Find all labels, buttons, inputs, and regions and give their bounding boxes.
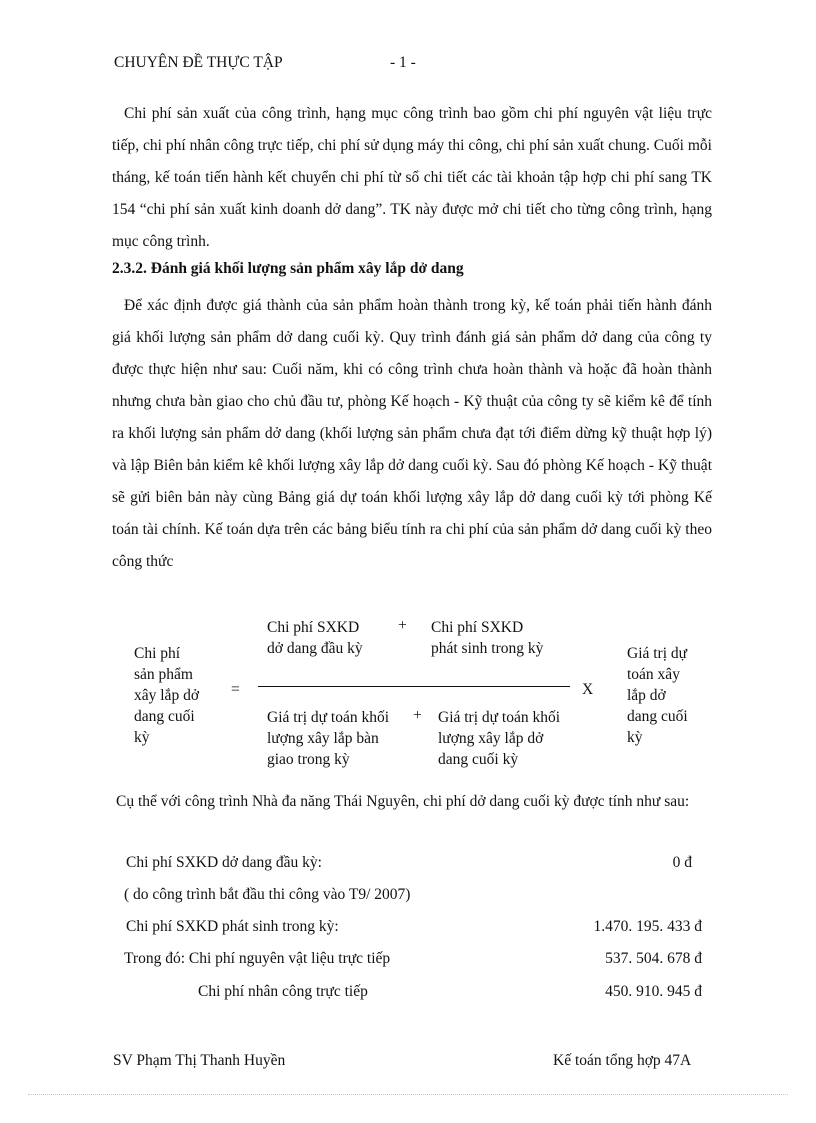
cost-row-value: 537. 504. 678 đ bbox=[605, 950, 702, 967]
denominator-wip-value: Giá trị dự toán khối lượng xây lắp dở dang cuối kỳ bbox=[438, 709, 561, 768]
equals-sign: = bbox=[231, 681, 240, 698]
cost-row-value: 1.470. 195. 433 đ bbox=[593, 918, 702, 935]
cost-row-label: Chi phí SXKD phát sinh trong kỳ: bbox=[126, 918, 339, 935]
paragraph-text: Chi phí sản xuất của công trình, hạng mục công trình bao gồm chi phí nguyên vật liệu trực tiếp, chi phí nhân công trực tiếp, chi phí sử dụng máy thi công, chi phí sản xuất chung. Cuối mỗi tháng, kế toán tiến hành kết chuyển chi phí từ sổ chi tiết các tài khoản tập hợp chi phí sang TK 154 “chi phí sản xuất kinh doanh dở dang”. TK này được mở chi tiết cho từng công trình, hạng mục công trình. bbox=[112, 105, 712, 250]
document-header-title: CHUYÊN ĐỀ THỰC TẬP bbox=[114, 54, 283, 71]
paragraph-production-costs bbox=[112, 98, 712, 258]
cost-row-label: Chi phí SXKD dở dang đầu kỳ: bbox=[126, 854, 322, 871]
denominator-plus-sign: + bbox=[413, 707, 422, 724]
numerator-period-cost: Chi phí SXKD phát sinh trong kỳ bbox=[431, 619, 544, 657]
paragraph-wip-evaluation bbox=[112, 290, 712, 578]
formula-lhs: Chi phí sản phẩm xây lắp dở dang cuối kỳ bbox=[134, 645, 200, 746]
cost-row-value: 0 đ bbox=[672, 854, 692, 871]
page-bottom-divider bbox=[28, 1094, 788, 1095]
cost-row-label: Chi phí nhân công trực tiếp bbox=[198, 983, 368, 1000]
fraction-bar bbox=[258, 686, 570, 687]
denominator-handover-value: Giá trị dự toán khối lượng xây lắp bàn giao trong kỳ bbox=[267, 709, 390, 768]
formula-rhs: Giá trị dự toán xây lắp dở dang cuối kỳ bbox=[627, 645, 688, 746]
cost-row-value: 450. 910. 945 đ bbox=[605, 983, 702, 1000]
footer-class: Kế toán tổng hợp 47A bbox=[553, 1052, 692, 1069]
numerator-opening-cost: Chi phí SXKD dở dang đầu kỳ bbox=[267, 619, 363, 657]
numerator-plus-sign: + bbox=[398, 617, 407, 634]
cost-row-label: ( do công trình bắt đầu thi công vào T9/ 2007) bbox=[124, 886, 411, 903]
page-number: - 1 - bbox=[390, 54, 416, 71]
example-intro: Cụ thể với công trình Nhà đa năng Thái Nguyên, chi phí dở dang cuối kỳ được tính như sau: bbox=[116, 793, 690, 810]
cost-row-label: Trong đó: Chi phí nguyên vật liệu trực tiếp bbox=[124, 950, 391, 967]
paragraph-text: Để xác định được giá thành của sản phẩm hoàn thành trong kỳ, kế toán phải tiến hành đánh giá khối lượng sản phẩm dở dang cuối kỳ. Quy trình đánh giá sản phẩm dở dang của công ty được thực hiện như sau: Cuối năm, khi có công trình chưa hoàn thành và hoặc đã hoàn thành nhưng chưa bàn giao cho chủ đầu tư, phòng Kế hoạch - Kỹ thuật của công ty sẽ kiểm kê để tính ra khối lượng sản phẩm dở dang (khối lượng sản phẩm chưa đạt tới điểm dừng kỹ thuật hợp lý) và lập Biên bản kiểm kê khối lượng xây lắp dở dang cuối kỳ. Sau đó phòng Kế hoạch - Kỹ thuật sẽ gửi biên bản này cùng Bảng giá dự toán khối lượng xây lắp dở dang cuối kỳ tới phòng Kế toán tài chính. Kế toán dựa trên các bảng biểu tính ra chi phí của sản phẩm dở dang cuối kỳ theo công thức bbox=[112, 297, 712, 570]
section-heading: 2.3.2. Đánh giá khối lượng sản phẩm xây lắp dở dang bbox=[112, 260, 464, 277]
multiply-sign: X bbox=[582, 681, 594, 698]
footer-author: SV Phạm Thị Thanh Huyền bbox=[113, 1052, 286, 1069]
